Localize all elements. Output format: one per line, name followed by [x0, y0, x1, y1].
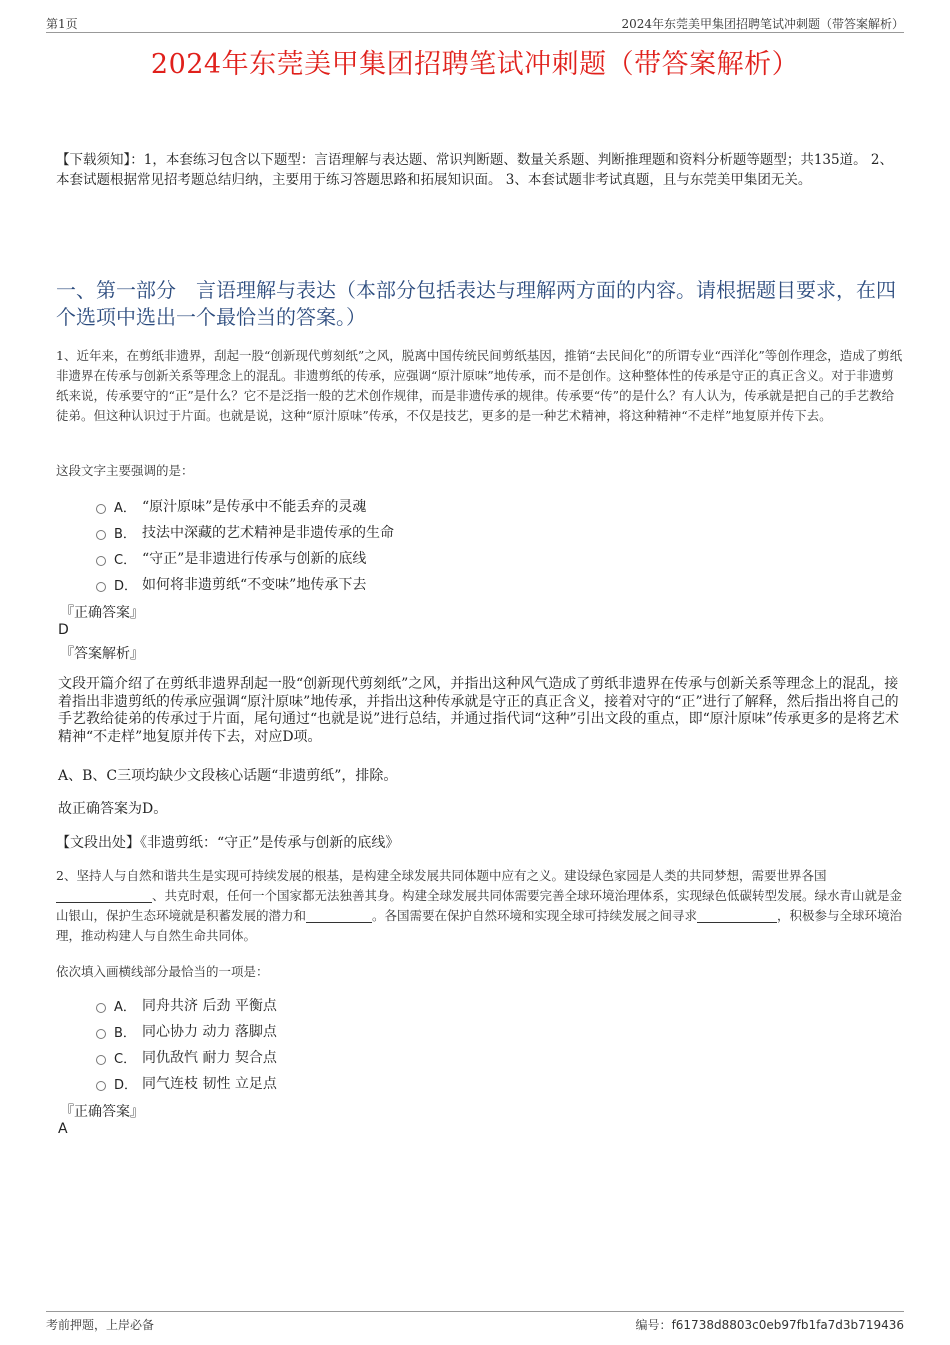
q1-option-b[interactable]: B． 技法中深藏的艺术精神是非遗传承的生命 — [96, 519, 394, 545]
page-number: 第1页 — [46, 17, 78, 31]
radio-icon[interactable] — [96, 1003, 106, 1013]
q1-conclusion: 故正确答案为D。 — [58, 801, 168, 817]
question-1-prompt: 这段文字主要强调的是： — [56, 463, 194, 478]
q1-answer: D — [58, 622, 69, 638]
question-1-text: 1、近年来，在剪纸非遗界，刮起一股“创新现代剪刻纸”之风，脱离中国传统民间剪纸基因，推销“去民间化”的所谓专业“西洋化”等创作理念，造成了剪纸非遗界在传承与创新关系等理念上的混乱。非遗剪纸的传承，应强调“原汁原味”地传承，而不是创作。这种整体性的传承是守正的真正含义。对于非遗剪纸来说，传承要守的“正”是什么？它不是泛指一般的艺术创作规律，而是非遗传承的规律。传承要“传”的是什么？有人认为，传承就是把自己的手艺教给徒弟。但这种认识过于片面。也就是说，这种“原汁原味”传承，不仅是技艺，更多的是一种艺术精神，将这种精神“不走样”地复原并传下去。 — [56, 348, 903, 423]
footer-slogan: 考前押题，上岸必备 — [46, 1318, 155, 1332]
download-notice: 【下载须知】：1，本套练习包含以下题型：言语理解与表达题、常识判断题、数量关系题、判断推理题和资料分析题等题型；共135道。 2、本套试题根据常见招考题总结归纳，主要用于练习答题思路和拓展知识面。 3、本套试题非考试真题，且与东莞美甲集团无关。 — [56, 152, 893, 188]
q1-analysis-label: 『答案解析』 — [60, 646, 144, 662]
header-doc-title: 2024年东莞美甲集团招聘笔试冲刺题（带答案解析） — [621, 17, 904, 31]
question-1-options — [96, 493, 394, 597]
q2-answer: A — [58, 1121, 68, 1137]
radio-icon[interactable] — [96, 504, 106, 514]
blank-3[interactable] — [697, 908, 777, 923]
question-2-text: 2、坚持人与自然和谐共生是实现可持续发展的根基，是构建全球发展共同体题中应有之义。建设绿色家园是人类的共同梦想，需要世界各国、共克时艰，任何一个国家都无法独善其身。构建全球发展共同体需要完善全球环境治理体系，实现绿色低碳转型发展。绿水青山就是金山银山，保护生态环境就是积蓄发展的潜力和 。各国需要在保护自然环境和实现全球可持续发展之间寻求 ，积极参与全球环境治理，推动构建人与自然生命共同体。 — [56, 868, 903, 943]
radio-icon[interactable] — [96, 530, 106, 540]
q2-option-b[interactable]: B． 同心协力 动力 落脚点 — [96, 1018, 277, 1044]
page-footer — [46, 1311, 904, 1332]
blank-2[interactable] — [306, 908, 372, 923]
q1-source: 【文段出处】《非遗剪纸：“守正”是传承与创新的底线》 — [56, 835, 400, 851]
q2-option-a[interactable]: A． 同舟共济 后劲 平衡点 — [96, 992, 277, 1018]
radio-icon[interactable] — [96, 582, 106, 592]
q2-answer-label: 『正确答案』 — [60, 1104, 144, 1120]
page-title: 2024年东莞美甲集团招聘笔试冲刺题（带答案解析） — [150, 49, 800, 80]
q1-analysis: 文段开篇介绍了在剪纸非遗界刮起一股“创新现代剪刻纸”之风，并指出这种风气造成了剪纸非遗界在传承与创新关系等理念上的混乱，接着指出非遗剪纸的传承应强调“原汁原味”地传承，并指出这种传承就是守正的真正含义，接着对守的“正”进行了解释，然后指出将自己的手艺教给徒弟的传承过于片面，尾句通过“也就是说”进行总结，并通过指代词“这种”引出文段的重点，即“原汁原味”传承更多的是将艺术精神“不走样”地复原并传下去，对应D项。 — [58, 676, 899, 745]
page-header — [46, 14, 904, 33]
q1-answer-label: 『正确答案』 — [60, 605, 144, 621]
radio-icon[interactable] — [96, 1081, 106, 1091]
q1-option-c[interactable]: C． “守正”是非遗进行传承与创新的底线 — [96, 545, 394, 571]
q2-option-d[interactable]: D． 同气连枝 韧性 立足点 — [96, 1070, 277, 1096]
radio-icon[interactable] — [96, 1029, 106, 1039]
question-2-prompt: 依次填入画横线部分最恰当的一项是： — [56, 964, 269, 979]
section-heading: 一、第一部分 言语理解与表达（本部分包括表达与理解两方面的内容。请根据题目要求，在四个选项中选出一个最恰当的答案。） — [56, 278, 896, 329]
q1-exclude: A、B、C三项均缺少文段核心话题“非遗剪纸”，排除。 — [58, 768, 398, 784]
radio-icon[interactable] — [96, 1055, 106, 1065]
q1-option-a[interactable]: A． “原汁原味”是传承中不能丢弃的灵魂 — [96, 493, 394, 519]
radio-icon[interactable] — [96, 556, 106, 566]
footer-code: 编号：f61738d8803c0eb97fb1fa7d3b719436 — [635, 1318, 904, 1332]
blank-1[interactable] — [56, 888, 152, 903]
question-2-options — [96, 992, 277, 1096]
q2-option-c[interactable]: C． 同仇敌忾 耐力 契合点 — [96, 1044, 277, 1070]
q1-option-d[interactable]: D． 如何将非遗剪纸“不变味”地传承下去 — [96, 571, 394, 597]
